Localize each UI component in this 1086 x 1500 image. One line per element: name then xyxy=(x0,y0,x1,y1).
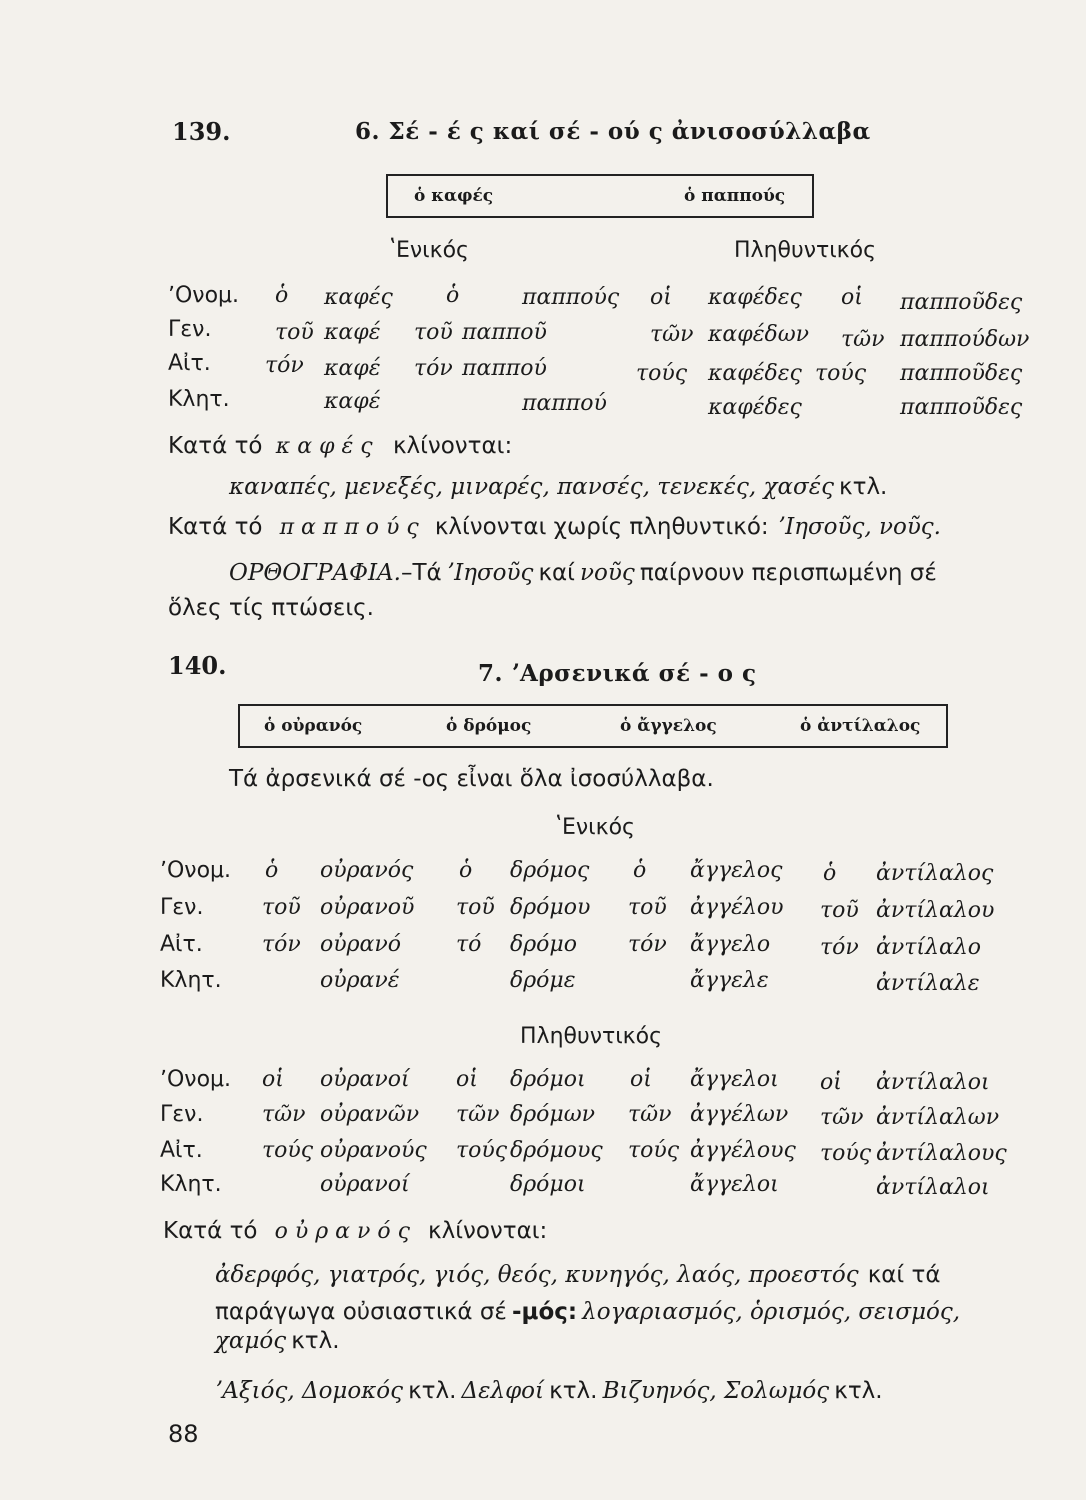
article: τούς xyxy=(456,1138,508,1163)
form: ἄγγελο xyxy=(690,932,771,957)
form: δρόμους xyxy=(510,1138,603,1163)
article: τῶν xyxy=(841,327,885,352)
article: τό xyxy=(456,932,482,957)
box-word: ὁ οὐρανός xyxy=(264,716,363,736)
ouranos-rule xyxy=(163,1218,547,1244)
form: δρόμος xyxy=(510,858,590,883)
box-word: ὁ καφές xyxy=(414,186,494,206)
form: παππού xyxy=(462,356,547,381)
case-label: Κλητ. xyxy=(168,387,230,412)
form: δρόμε xyxy=(510,968,576,993)
rule-word: οὐρανός xyxy=(274,1219,417,1244)
article: τοῦ xyxy=(275,320,314,345)
section-139-title: 6. Σέ - έ ς καί σέ - ού ς ἀνισοσύλλαβα xyxy=(355,118,871,145)
example-tail: καί τά xyxy=(867,1262,941,1288)
form: ἄγγελος xyxy=(690,858,783,883)
plural-header: Πληθυντικός xyxy=(520,1024,663,1049)
article: τούς xyxy=(820,1141,872,1166)
form: οὐρανοῦ xyxy=(320,895,415,920)
etc: κτλ. xyxy=(549,1378,598,1404)
form: ἀντίλαλους xyxy=(876,1141,1007,1166)
form: δρόμου xyxy=(510,895,591,920)
case-label: Αἰτ. xyxy=(168,351,211,376)
article: ὁ xyxy=(633,858,647,883)
article: τόν xyxy=(262,932,301,957)
form: δρόμο xyxy=(510,932,577,957)
article: τοῦ xyxy=(414,320,453,345)
article: οἱ xyxy=(820,1070,842,1095)
case-label: ʼΟνομ. xyxy=(168,283,240,308)
kafes-rule xyxy=(168,433,512,459)
example-words: ἀδερφός, γιατρός, γιός, θεός, κυνηγός, λαός, προεστός xyxy=(215,1262,859,1288)
box-word: ὁ ἄγγελος xyxy=(620,716,717,736)
section-139-number: 139. xyxy=(172,117,231,146)
article: ὁ xyxy=(459,858,473,883)
case-label: Γεν. xyxy=(168,317,212,342)
form: δρόμοι xyxy=(510,1067,586,1092)
form: ἀγγέλους xyxy=(690,1138,796,1163)
article: τῶν xyxy=(262,1102,306,1127)
case-label: Γεν. xyxy=(160,895,204,920)
rule-prefix: Κατά τό xyxy=(168,433,263,459)
ouranos-examples-line3 xyxy=(215,1328,340,1354)
names: ʼΑξιός, Δομοκός xyxy=(215,1378,404,1404)
article: τούς xyxy=(262,1138,314,1163)
form: καφέ xyxy=(324,356,381,381)
article: ὁ xyxy=(446,283,460,308)
rule-suffix: κλίνονται: xyxy=(428,1218,548,1244)
page-number: 88 xyxy=(168,1420,199,1448)
form: καφέδων xyxy=(708,322,810,347)
orthography-rest: παίρνουν περισπωμένη σέ xyxy=(639,560,937,586)
case-label: Γεν. xyxy=(160,1102,204,1127)
article: ὁ xyxy=(265,858,279,883)
rule-suffix: κλίνονται χωρίς πληθυντικό: xyxy=(434,514,769,540)
article: οἱ xyxy=(262,1067,284,1092)
case-label: ʼΟνομ. xyxy=(160,1067,232,1092)
form: καφέδες xyxy=(708,285,802,310)
article: τούς xyxy=(636,361,688,386)
article: τούς xyxy=(815,361,867,386)
article: τῶν xyxy=(650,322,694,347)
article: τοῦ xyxy=(820,898,859,923)
form: παπποῦ xyxy=(462,320,547,345)
example-end: κτλ. xyxy=(291,1328,340,1354)
orthography-line2: ὅλες τίς πτώσεις. xyxy=(168,595,374,621)
form: ἀντίλαλε xyxy=(876,971,980,996)
article: οἱ xyxy=(630,1067,652,1092)
section-139-example-box xyxy=(386,174,814,218)
singular-header: ʽΕνικός xyxy=(389,238,469,263)
form: καφέδες xyxy=(708,395,802,420)
case-label: Αἰτ. xyxy=(160,932,203,957)
orthography-word: νοῦς xyxy=(580,560,635,586)
pappous-rule xyxy=(168,514,941,540)
form: ἄγγελοι xyxy=(690,1172,779,1197)
form: οὐρανό xyxy=(320,932,402,957)
derivative-text: παράγωγα οὐσιαστικά σέ xyxy=(215,1299,507,1325)
rule-prefix: Κατά τό xyxy=(163,1218,258,1244)
names: Δελφοί xyxy=(461,1378,545,1404)
box-word: ὁ ἀντίλαλος xyxy=(800,716,921,736)
article: τοῦ xyxy=(262,895,301,920)
form: παππού xyxy=(522,391,607,416)
case-label: Κλητ. xyxy=(160,1172,222,1197)
case-label: Κλητ. xyxy=(160,968,222,993)
article: οἱ xyxy=(650,285,672,310)
orthography-word: ʼΙησοῦς xyxy=(446,560,534,586)
rule-word: παππούς xyxy=(279,515,426,540)
form: παπποῦδες xyxy=(900,290,1023,315)
box-word: ὁ δρόμος xyxy=(446,716,532,736)
etc: κτλ. xyxy=(408,1378,457,1404)
example-end: κτλ. xyxy=(839,474,888,500)
article: τούς xyxy=(628,1138,680,1163)
orthography-and: καί xyxy=(538,560,575,586)
example-words: καναπές, μενεξές, μιναρές, πανσές, τενεκές, χασές xyxy=(229,474,834,500)
singular-header: ʽΕνικός xyxy=(555,815,635,840)
case-label: Αἰτ. xyxy=(160,1138,203,1163)
form: ἄγγελοι xyxy=(690,1067,779,1092)
article: τόν xyxy=(628,932,667,957)
form: ἀγγέλου xyxy=(690,895,784,920)
orthography-label: ΟΡΘΟΓΡΑΦΙΑ. xyxy=(229,560,401,586)
form: παπποῦδες xyxy=(900,361,1023,386)
form: καφέ xyxy=(324,389,381,414)
orthography-note xyxy=(229,560,937,586)
form: ἀντίλαλο xyxy=(876,935,982,960)
article: τοῦ xyxy=(456,895,495,920)
form: καφέ xyxy=(324,320,381,345)
form: ἀντίλαλος xyxy=(876,861,994,886)
form: παππούδων xyxy=(900,327,1030,352)
article: τόν xyxy=(265,353,304,378)
article: τόν xyxy=(414,356,453,381)
form: καφέδες xyxy=(708,361,802,386)
etc: κτλ. xyxy=(834,1378,883,1404)
article: οἱ xyxy=(456,1067,478,1092)
article: τόν xyxy=(820,935,859,960)
form: καφές xyxy=(324,285,393,310)
example-word: χαμός xyxy=(215,1328,287,1354)
proper-names-line xyxy=(215,1378,883,1404)
orthography-dash: –Τά xyxy=(400,560,442,586)
suffix-mos: -μός: xyxy=(511,1299,578,1325)
box-word: ὁ παππούς xyxy=(684,186,786,206)
rule-word: καφές xyxy=(275,434,380,459)
form: οὐρανῶν xyxy=(320,1102,420,1127)
article: τοῦ xyxy=(628,895,667,920)
form: ἀντίλαλου xyxy=(876,898,995,923)
derivative-examples: λογαριασμός, ὁρισμός, σεισμός, xyxy=(582,1299,961,1325)
case-label: ʼΟνομ. xyxy=(160,858,232,883)
form: δρόμων xyxy=(510,1102,596,1127)
form: ἀντίλαλων xyxy=(876,1105,1000,1130)
form: παπποῦδες xyxy=(900,395,1023,420)
article: ὁ xyxy=(275,283,289,308)
form: δρόμοι xyxy=(510,1172,586,1197)
rule-examples: ʼΙησοῦς, νοῦς. xyxy=(777,514,941,540)
form: οὐρανούς xyxy=(320,1138,427,1163)
article: τῶν xyxy=(456,1102,500,1127)
rule-suffix: κλίνονται: xyxy=(392,433,513,459)
form: οὐρανός xyxy=(320,858,414,883)
section-140-example-box xyxy=(238,704,948,748)
names: Βιζυηνός, Σολωμός xyxy=(602,1378,830,1404)
form: ἀντίλαλοι xyxy=(876,1175,990,1200)
article: ὁ xyxy=(823,861,837,886)
ouranos-examples-line1 xyxy=(215,1262,941,1288)
form: παππούς xyxy=(522,285,620,310)
article: οἱ xyxy=(841,285,863,310)
form: ἀγγέλων xyxy=(690,1102,789,1127)
form: οὐρανοί xyxy=(320,1067,410,1092)
ouranos-examples-line2 xyxy=(215,1299,960,1325)
section-140-number: 140. xyxy=(168,651,227,680)
section-140-intro: Τά ἀρσενικά σέ -ος εἶναι ὅλα ἰσοσύλλαβα. xyxy=(229,766,714,792)
article: τῶν xyxy=(628,1102,672,1127)
section-140-title: 7. ʼΑρσενικά σέ - ο ς xyxy=(478,660,757,687)
form: ἀντίλαλοι xyxy=(876,1070,990,1095)
form: ἄγγελε xyxy=(690,968,769,993)
rule-prefix: Κατά τό xyxy=(168,514,263,540)
article: τῶν xyxy=(820,1105,864,1130)
form: οὐρανέ xyxy=(320,968,400,993)
form: οὐρανοί xyxy=(320,1172,410,1197)
kafes-examples xyxy=(229,474,887,500)
plural-header: Πληθυντικός xyxy=(734,238,877,263)
